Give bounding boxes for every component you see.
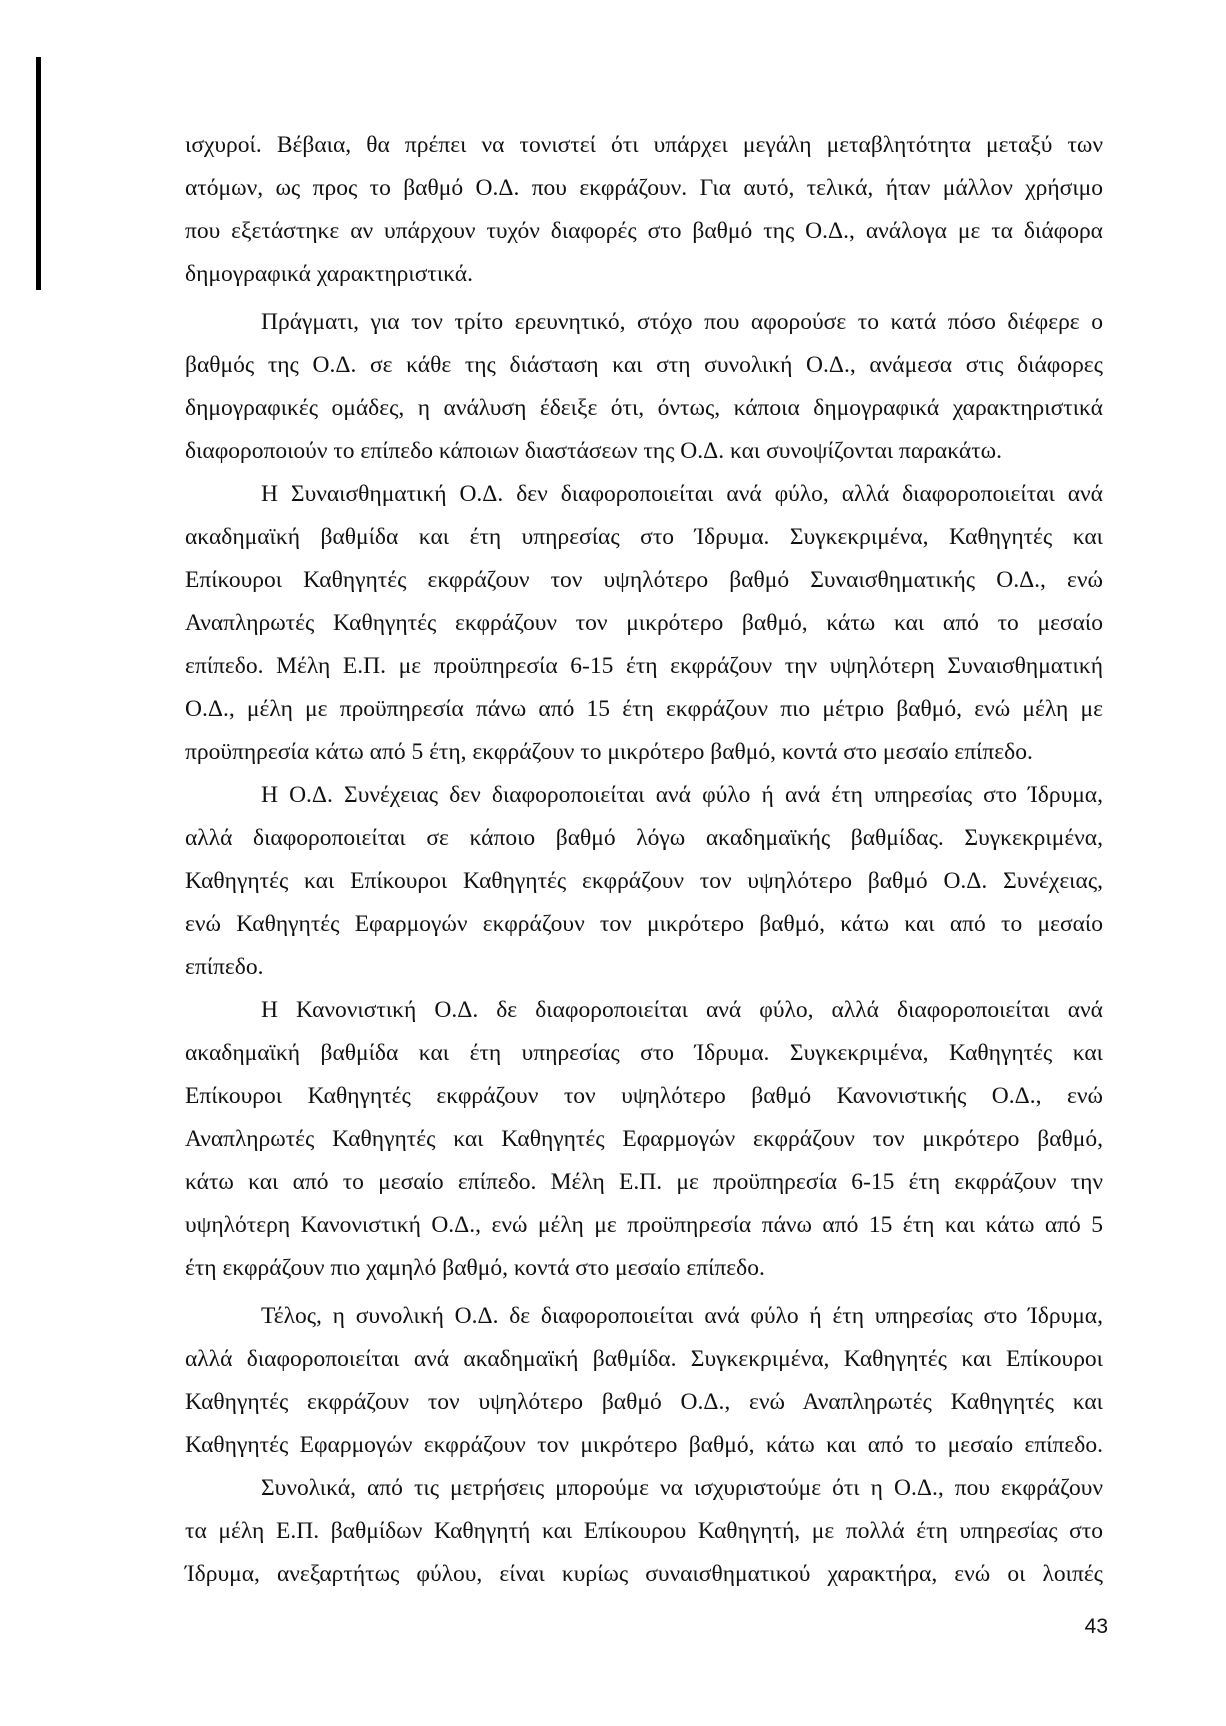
text-line: Αναπληρωτές Καθηγητές εκφράζουν τον μικρότερο βαθμό, κάτω και από το μεσαίο [185, 610, 1103, 636]
text-line: Καθηγητές εκφράζουν τον υψηλότερο βαθμό Ο.Δ., ενώ Αναπληρωτές Καθηγητές και [185, 1389, 1103, 1415]
text-line: διαφοροποιούν το επίπεδο κάποιων διαστάσεων της Ο.Δ. και συνοψίζονται παρακάτω. [185, 438, 1002, 464]
text-line: Αναπληρωτές Καθηγητές και Καθηγητές Εφαρμογών εκφράζουν τον μικρότερο βαθμό, [185, 1126, 1103, 1152]
paragraph-2 [185, 301, 1103, 473]
text-line: ενώ Καθηγητές Εφαρμογών εκφράζουν τον μικρότερο βαθμό, κάτω και από το μεσαίο [185, 911, 1103, 937]
text-line: επίπεδο. [185, 954, 264, 980]
text-line: προϋπηρεσία κάτω από 5 έτη, εκφράζουν το μικρότερο βαθμό, κοντά στο μεσαίο επίπεδο. [185, 739, 1033, 765]
paragraph-7 [185, 1467, 1103, 1596]
text-line: έτη εκφράζουν πιο χαμηλό βαθμό, κοντά στο μεσαίο επίπεδο. [185, 1255, 765, 1281]
text-line: αλλά διαφοροποιείται ανά ακαδημαϊκή βαθμίδα. Συγκεκριμένα, Καθηγητές και Επίκουροι [185, 1346, 1103, 1372]
text-line: Η Ο.Δ. Συνέχειας δεν διαφοροποιείται ανά φύλο ή ανά έτη υπηρεσίας στο Ίδρυμα, [261, 782, 1103, 808]
text-line: Η Συναισθηματική Ο.Δ. δεν διαφοροποιείται ανά φύλο, αλλά διαφοροποιείται ανά [261, 481, 1103, 507]
paragraph-4 [185, 774, 1103, 989]
page-number: 43 [1084, 1615, 1108, 1638]
paragraph-5 [185, 989, 1103, 1290]
text-line: αλλά διαφοροποιείται σε κάποιο βαθμό λόγω ακαδημαϊκής βαθμίδας. Συγκεκριμένα, [185, 825, 1103, 851]
text-line: υψηλότερη Κανονιστική Ο.Δ., ενώ μέλη με προϋπηρεσία πάνω από 15 έτη και κάτω από 5 [185, 1212, 1103, 1238]
paragraph-6 [185, 1295, 1103, 1467]
text-line: Τέλος, η συνολική Ο.Δ. δε διαφοροποιείται ανά φύλο ή έτη υπηρεσίας στο Ίδρυμα, [261, 1303, 1103, 1329]
paragraph-3 [185, 473, 1103, 774]
scan-edge-mark [36, 57, 41, 290]
text-line: ακαδημαϊκή βαθμίδα και έτη υπηρεσίας στο Ίδρυμα. Συγκεκριμένα, Καθηγητές και [185, 524, 1103, 550]
text-line: δημογραφικά χαρακτηριστικά. [185, 261, 473, 287]
text-line: Πράγματι, για τον τρίτο ερευνητικό, στόχο που αφορούσε το κατά πόσο διέφερε ο [261, 309, 1103, 335]
text-line: κάτω και από το μεσαίο επίπεδο. Μέλη Ε.Π. με προϋπηρεσία 6-15 έτη εκφράζουν την [185, 1169, 1103, 1195]
text-line: Ίδρυμα, ανεξαρτήτως φύλου, είναι κυρίως συναισθηματικού χαρακτήρα, ενώ οι λοιπές [185, 1561, 1103, 1587]
text-line: Η Κανονιστική Ο.Δ. δε διαφοροποιείται ανά φύλο, αλλά διαφοροποιείται ανά [261, 997, 1103, 1023]
text-line: ισχυροί. Βέβαια, θα πρέπει να τονιστεί ότι υπάρχει μεγάλη μεταβλητότητα μεταξύ των [185, 132, 1103, 158]
text-line: ατόμων, ως προς το βαθμό Ο.Δ. που εκφράζουν. Για αυτό, τελικά, ήταν μάλλον χρήσιμο [185, 175, 1103, 201]
text-line: Συνολικά, από τις μετρήσεις μπορούμε να ισχυριστούμε ότι η Ο.Δ., που εκφράζουν [261, 1475, 1103, 1501]
text-line: Καθηγητές Εφαρμογών εκφράζουν τον μικρότερο βαθμό, κάτω και από το μεσαίο επίπεδο. [185, 1432, 1103, 1458]
text-line: Επίκουροι Καθηγητές εκφράζουν τον υψηλότερο βαθμό Κανονιστικής Ο.Δ., ενώ [185, 1083, 1103, 1109]
text-line: βαθμός της Ο.Δ. σε κάθε της διάσταση και στη συνολική Ο.Δ., ανάμεσα στις διάφορες [185, 352, 1103, 378]
text-line: δημογραφικές ομάδες, η ανάλυση έδειξε ότι, όντως, κάποια δημογραφικά χαρακτηριστικά [185, 395, 1103, 421]
text-line: επίπεδο. Μέλη Ε.Π. με προϋπηρεσία 6-15 έτη εκφράζουν την υψηλότερη Συναισθηματική [185, 653, 1103, 679]
text-line: ακαδημαϊκή βαθμίδα και έτη υπηρεσίας στο Ίδρυμα. Συγκεκριμένα, Καθηγητές και [185, 1040, 1103, 1066]
text-line: Ο.Δ., μέλη με προϋπηρεσία πάνω από 15 έτη εκφράζουν πιο μέτριο βαθμό, ενώ μέλη με [185, 696, 1103, 722]
text-line: που εξετάστηκε αν υπάρχουν τυχόν διαφορές στο βαθμό της Ο.Δ., ανάλογα με τα διάφορα [185, 218, 1103, 244]
paragraph-1 [185, 124, 1103, 296]
body-text [185, 124, 1103, 1596]
text-line: Επίκουροι Καθηγητές εκφράζουν τον υψηλότερο βαθμό Συναισθηματικής Ο.Δ., ενώ [185, 567, 1103, 593]
text-line: τα μέλη Ε.Π. βαθμίδων Καθηγητή και Επίκουρου Καθηγητή, με πολλά έτη υπηρεσίας στο [185, 1518, 1103, 1544]
text-line: Καθηγητές και Επίκουροι Καθηγητές εκφράζουν τον υψηλότερο βαθμό Ο.Δ. Συνέχειας, [185, 868, 1103, 894]
